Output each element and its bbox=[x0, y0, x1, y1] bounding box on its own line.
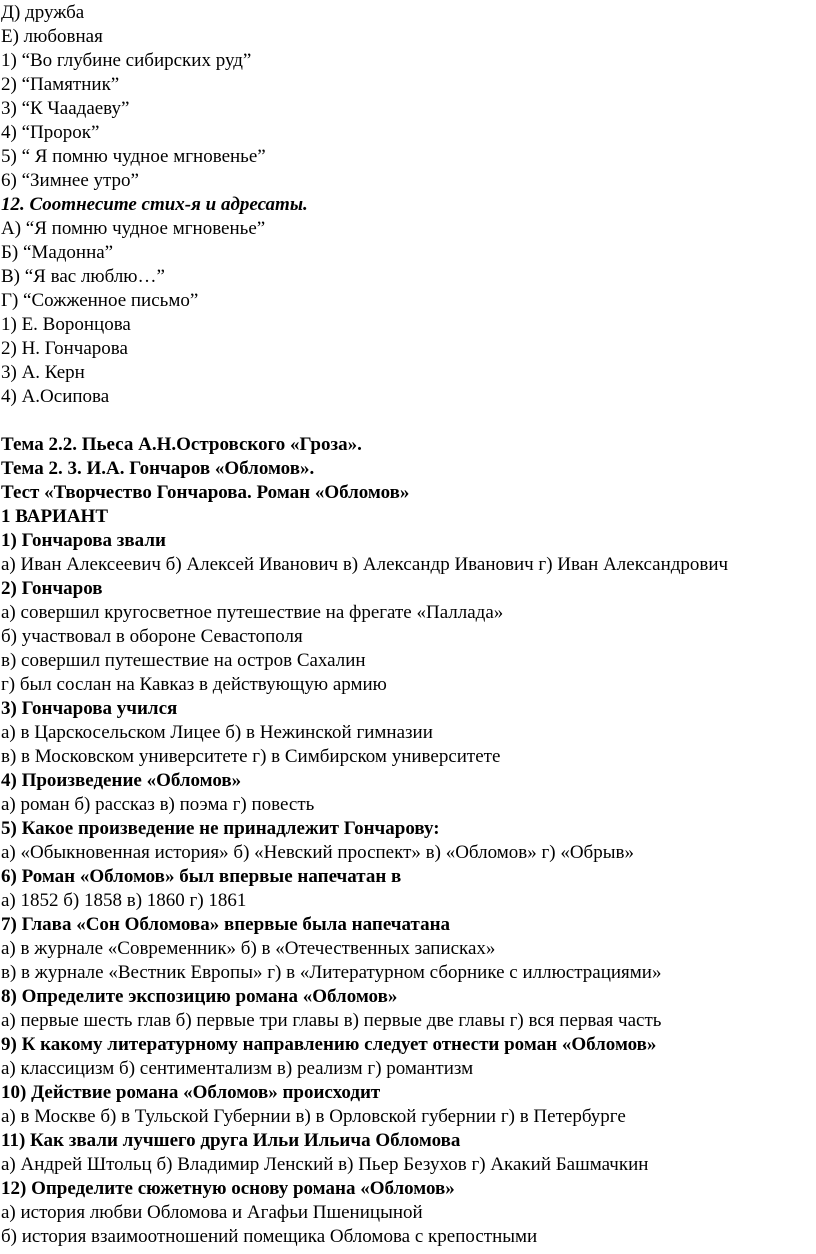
answer-options: б) участвовал в обороне Севастополя bbox=[1, 626, 303, 647]
poem-line: Г) “Сожженное письмо” bbox=[1, 290, 199, 311]
answer-options: г) был сослан на Кавказ в действующую армию bbox=[1, 674, 387, 695]
answer-options: б) история взаимоотношений помещика Обломова с крепостными bbox=[1, 1226, 538, 1247]
poem-line: В) “Я вас люблю…” bbox=[1, 266, 165, 287]
option-line: Д) дружба bbox=[1, 2, 85, 23]
answer-options: а) 1852 б) 1858 в) 1860 г) 1861 bbox=[1, 890, 247, 911]
question-text: 10) Действие романа «Обломов» происходит bbox=[1, 1082, 381, 1103]
addressee-line: 2) Н. Гончарова bbox=[1, 338, 128, 359]
question-text: 9) К какому литературному направлению следует отнести роман «Обломов» bbox=[1, 1034, 657, 1055]
answer-options: а) классицизм б) сентиментализм в) реализм г) романтизм bbox=[1, 1058, 474, 1079]
answer-options: а) история любви Обломова и Агафьи Пшеницыной bbox=[1, 1202, 423, 1223]
addressee-line: 3) А. Керн bbox=[1, 362, 85, 383]
answer-options: в) совершил путешествие на остров Сахалин bbox=[1, 650, 366, 671]
question-title: 12. Соотнесите стих-я и адресаты. bbox=[1, 194, 308, 215]
poem-line: 6) “Зимнее утро” bbox=[1, 170, 139, 191]
question-text: 1) Гончарова звали bbox=[1, 530, 166, 551]
answer-options: в) в Московском университете г) в Симбирском университете bbox=[1, 746, 501, 767]
question-text: 11) Как звали лучшего друга Ильи Ильича Обломова bbox=[1, 1130, 461, 1151]
poem-line: 2) “Памятник” bbox=[1, 74, 120, 95]
answer-options: а) в Москве б) в Тульской Губернии в) в Орловской губернии г) в Петербурге bbox=[1, 1106, 626, 1127]
variant-heading: 1 ВАРИАНТ bbox=[1, 506, 109, 527]
addressee-line: 4) А.Осипова bbox=[1, 386, 110, 407]
question-text: 4) Произведение «Обломов» bbox=[1, 770, 242, 791]
question-text: 7) Глава «Сон Обломова» впервые была напечатана bbox=[1, 914, 451, 935]
poem-line: 4) “Пророк” bbox=[1, 122, 100, 143]
topic-heading: Тема 2. 3. И.А. Гончаров «Обломов». bbox=[1, 458, 315, 479]
poem-line: 1) “Во глубине сибирских руд” bbox=[1, 50, 252, 71]
answer-options: в) в журнале «Вестник Европы» г) в «Литературном сборнике с иллюстрациями» bbox=[1, 962, 662, 983]
addressee-line: 1) Е. Воронцова bbox=[1, 314, 131, 335]
poem-line: Б) “Мадонна” bbox=[1, 242, 114, 263]
question-text: 3) Гончарова учился bbox=[1, 698, 178, 719]
poem-line: 5) “ Я помню чудное мгновенье” bbox=[1, 146, 266, 167]
answer-options: а) первые шесть глав б) первые три главы в) первые две главы г) вся первая часть bbox=[1, 1010, 662, 1031]
answer-options: а) Андрей Штольц б) Владимир Ленский в) Пьер Безухов г) Акакий Башмачкин bbox=[1, 1154, 649, 1175]
answer-options: а) в Царскосельском Лицее б) в Нежинской гимназии bbox=[1, 722, 433, 743]
answer-options: а) совершил кругосветное путешествие на фрегате «Паллада» bbox=[1, 602, 504, 623]
question-text: 8) Определите экспозицию романа «Обломов» bbox=[1, 986, 398, 1007]
poem-line: 3) “К Чаадаеву” bbox=[1, 98, 130, 119]
question-text: 2) Гончаров bbox=[1, 578, 103, 599]
poem-line: А) “Я помню чудное мгновенье” bbox=[1, 218, 266, 239]
answer-options: а) роман б) рассказ в) поэма г) повесть bbox=[1, 794, 315, 815]
question-text: 5) Какое произведение не принадлежит Гончарову: bbox=[1, 818, 440, 839]
question-text: 6) Роман «Обломов» был впервые напечатан в bbox=[1, 866, 402, 887]
question-text: 12) Определите сюжетную основу романа «Обломов» bbox=[1, 1178, 455, 1199]
test-title: Тест «Творчество Гончарова. Роман «Обломов» bbox=[1, 482, 410, 503]
option-line: Е) любовная bbox=[1, 26, 103, 47]
answer-options: а) Иван Алексеевич б) Алексей Иванович в) Александр Иванович г) Иван Александрович bbox=[1, 554, 729, 575]
answer-options: а) в журнале «Современник» б) в «Отечественных записках» bbox=[1, 938, 496, 959]
answer-options: а) «Обыкновенная история» б) «Невский проспект» в) «Обломов» г) «Обрыв» bbox=[1, 842, 634, 863]
topic-heading: Тема 2.2. Пьеса А.Н.Островского «Гроза». bbox=[1, 434, 362, 455]
